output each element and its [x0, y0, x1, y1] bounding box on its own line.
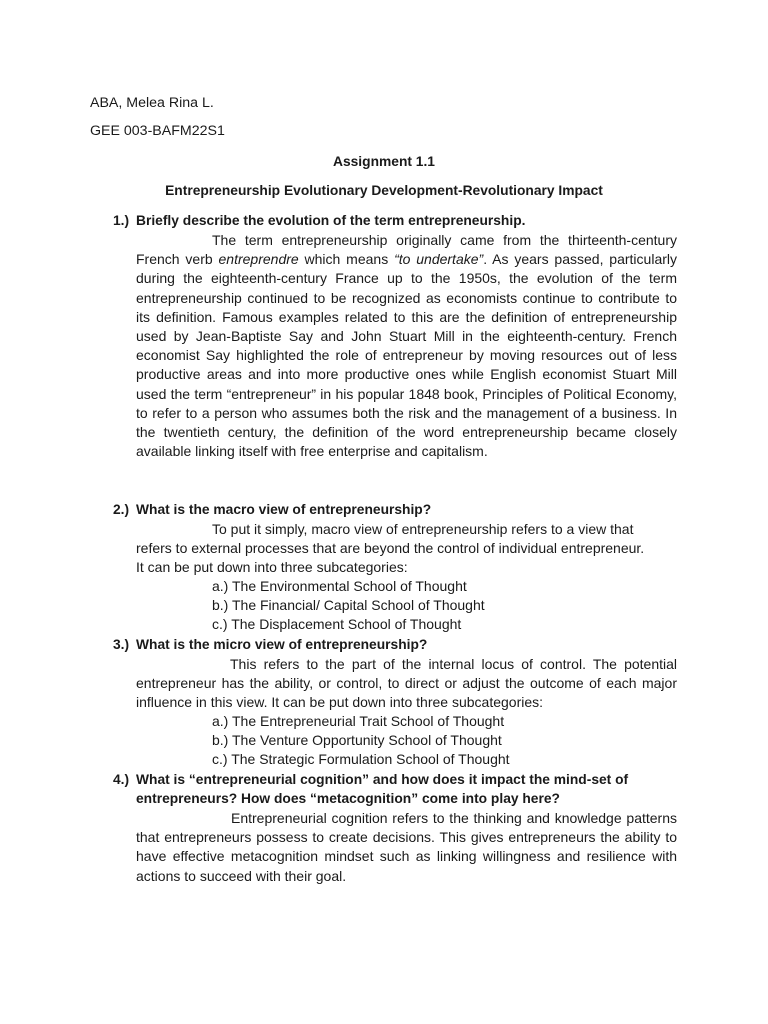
- answer-1-part3: . As years passed, particularly during the eighteenth-century France up to the 1950s, the evolution of the term entrepreneurship continued to be recognized as economists continue to contribute to its definition. Famous examples related to this are the definition of entrepreneurship used by Jean-Baptiste Say and John Stuart Mill in the eighteenth-century. French economist Say highlighted the role of entrepreneur by moving resources out of less productive areas and into more productive ones while English economist Stuart Mill used the term “entrepreneur” in his popular 1848 book, Principles of Political Economy, to refer to a person who assumes both the risk and the management of a business. In the twentieth century, the definition of the word entrepreneurship became closely available linking itself with free enterprise and capitalism.: [136, 251, 677, 460]
- student-name: ABA, Melea Rina L.: [90, 95, 214, 111]
- list-item: c.) The Strategic Formulation School of Thought: [212, 751, 510, 768]
- answer-2-text: To put it simply, macro view of entrepreneurship refers to a view that refers to external processes that are beyond the control of individual entrepreneur. It can be put down into three subcategories:: [136, 521, 645, 576]
- micro-subcategories-list: [212, 712, 510, 770]
- answer-3: [136, 655, 677, 713]
- macro-subcategories-list: [212, 577, 485, 635]
- list-item: a.) The Entrepreneurial Trait School of Thought: [212, 713, 505, 729]
- answer-3-text: This refers to the part of the internal locus of control. The potential entrepreneur has the ability, or control, to direct or adjust the outcome of each major influence in this view. It can be put down into three subcategories:: [136, 656, 677, 711]
- assignment-title: Assignment 1.1: [333, 154, 435, 169]
- answer-4-text: Entrepreneurial cognition refers to the thinking and knowledge patterns that entrepreneurs possess to create decisions. This gives entrepreneurs the ability to have effective metacognition mindset such as linking willingness and resilience with actions to succeed with their goal.: [136, 810, 677, 884]
- answer-4: [136, 809, 677, 886]
- course-code: GEE 003-BAFM22S1: [90, 123, 225, 139]
- answer-1-italic-verb: entreprendre: [218, 251, 299, 268]
- list-item: a.) The Environmental School of Thought: [212, 578, 467, 594]
- answer-2: [136, 520, 652, 578]
- question-4-number: 4.): [113, 772, 130, 787]
- question-1-text: Briefly describe the evolution of the term entrepreneurship.: [136, 213, 526, 228]
- list-item: b.) The Financial/ Capital School of Thought: [212, 597, 485, 614]
- list-item: b.) The Venture Opportunity School of Thought: [212, 732, 502, 749]
- question-4-text: What is “entrepreneurial cognition” and how does it impact the mind-set of entrepreneurs? How does “metacognition” come into play here?: [136, 772, 629, 807]
- answer-1-part2: which means: [298, 251, 395, 268]
- question-3-number: 3.): [113, 637, 130, 652]
- answer-1: [136, 231, 677, 461]
- answer-1-italic-meaning: “to undertake”: [394, 251, 484, 268]
- answer-1-part1: The term entrepreneurship originally came from the thirteenth-century French verb: [136, 232, 677, 268]
- question-2-text: What is the macro view of entrepreneurship?: [136, 502, 432, 517]
- question-2-number: 2.): [113, 502, 130, 517]
- subject-title: Entrepreneurship Evolutionary Development-Revolutionary Impact: [165, 183, 603, 198]
- list-item: c.) The Displacement School of Thought: [212, 616, 462, 633]
- question-3-text: What is the micro view of entrepreneurship?: [136, 637, 428, 652]
- question-1-number: 1.): [113, 213, 130, 228]
